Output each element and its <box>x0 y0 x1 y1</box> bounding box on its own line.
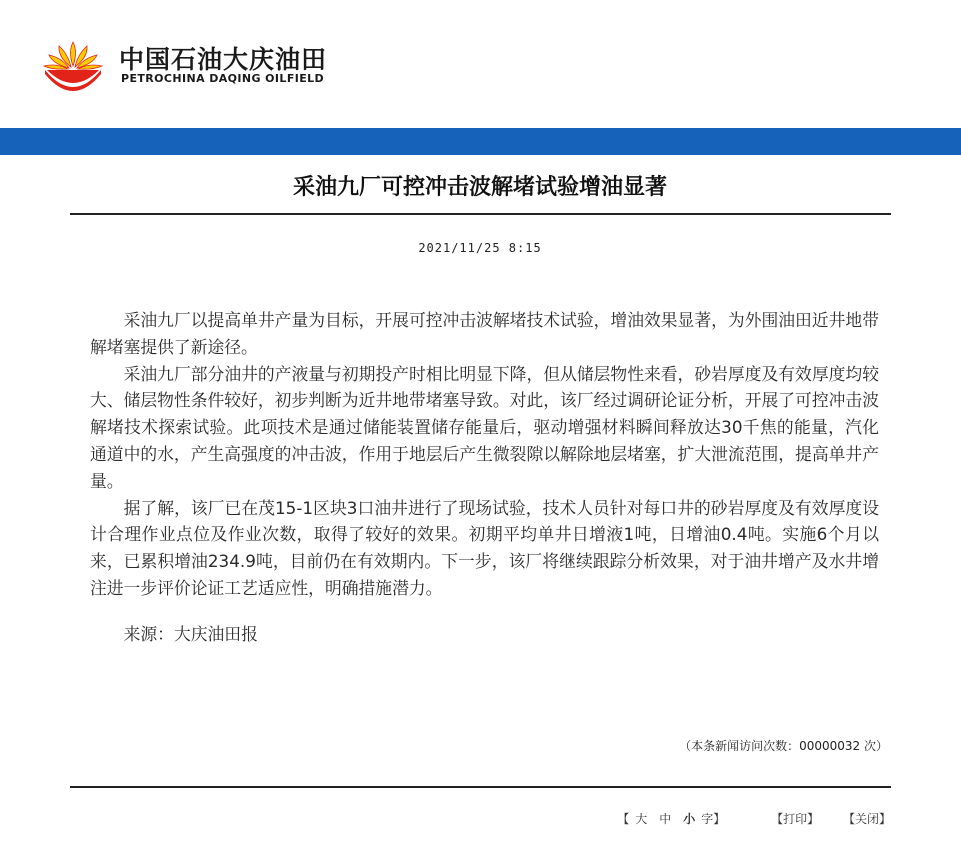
article-source: 来源：大庆油田报 <box>123 623 258 644</box>
article-body <box>90 307 879 647</box>
font-size-large-link[interactable]: 大 <box>635 812 648 826</box>
close-link[interactable]: 【关闭】 <box>842 812 891 826</box>
bracket-open: 【 <box>617 812 630 826</box>
petrochina-sun-flower-logo-icon <box>41 34 105 96</box>
title-divider <box>70 213 891 215</box>
font-size-selector <box>617 810 725 827</box>
footer-toolbar <box>617 810 891 827</box>
article-paragraph: 据了解，该厂已在茂15-1区块3口油井进行了现场试验，技术人员针对每口井的砂岩厚度及有效厚度设计合理作业点位及作业次数，取得了较好的效果。初期平均单井日增液1吨，日增油0.4吨。实施6个月以来，已累积增油234.9吨，目前仍在有效期内。下一步，该厂将继续跟踪分析效果，对于油井增产及水井增注进一步评价论证工艺适应性，明确措施潜力。 <box>90 497 879 598</box>
brand-name-english: PETROCHINA DAQING OILFIELD <box>121 72 325 85</box>
font-size-medium-link[interactable]: 中 <box>659 812 672 826</box>
font-size-small-link[interactable]: 小 <box>683 812 696 826</box>
header-blue-band <box>0 128 961 155</box>
article-paragraph: 采油九厂以提高单井产量为目标，开展可控冲击波解堵技术试验，增油效果显著，为外围油田近井地带解堵塞提供了新途径。 <box>90 310 879 357</box>
publish-date: 2021/11/25 8:15 <box>418 241 542 255</box>
footer-divider <box>70 786 891 788</box>
bracket-close: 】 <box>713 812 726 826</box>
print-link[interactable]: 【打印】 <box>771 812 820 826</box>
site-header <box>0 0 961 128</box>
brand-name-chinese: 中国石油大庆油田 <box>119 45 328 74</box>
article-title: 采油九厂可控冲击波解堵试验增油显著 <box>292 175 667 200</box>
visit-counter: （本条新闻访问次数：00000032 次） <box>679 739 888 753</box>
article-paragraph: 采油九厂部分油井的产液量与初期投产时相比明显下降，但从储层物性来看，砂岩厚度及有效厚度均较大、储层物性条件较好，初步判断为近井地带堵塞导致。对此，该厂经过调研论证分析，开展了可控冲击波解堵技术探索试验。此项技术是通过储能装置储存能量后，驱动增强材料瞬间释放达30千焦的能量，汽化通道中的水，产生高强度的冲击波，作用于地层后产生微裂隙以解除地层堵塞，扩大泄流范围，提高单井产量。 <box>90 363 879 491</box>
font-size-label: 字 <box>701 812 714 826</box>
